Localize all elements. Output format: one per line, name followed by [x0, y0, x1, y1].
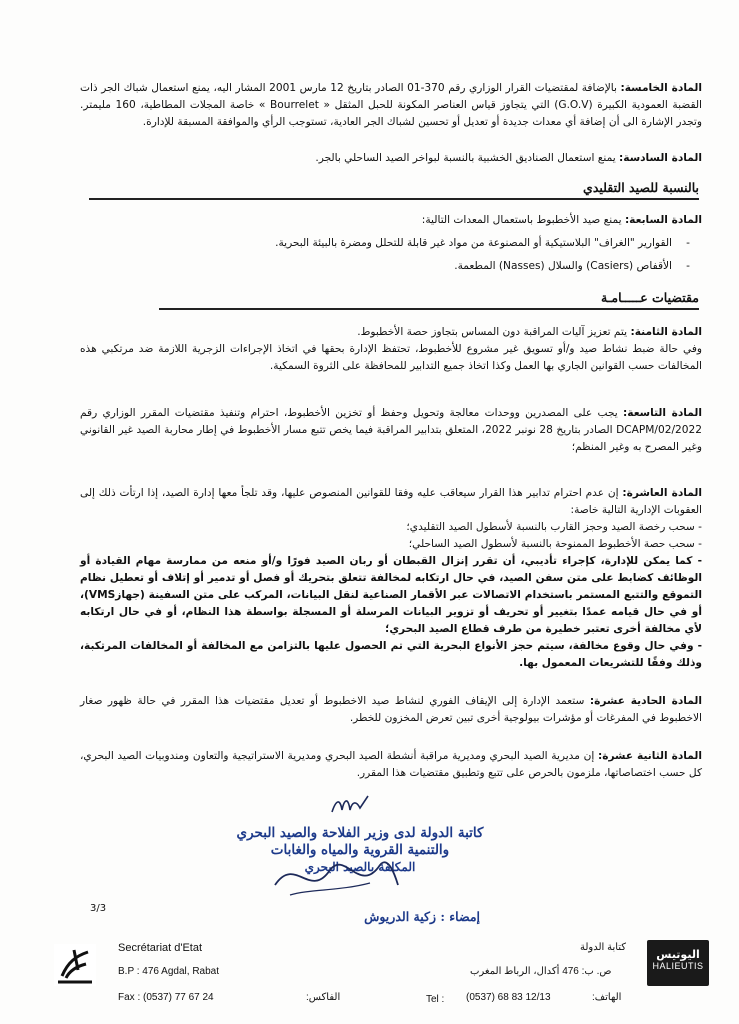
footer-entity-fr: Secrétariat d'Etat — [118, 942, 203, 954]
stamp-line-2: والتنمية القروية والمياه والغابات — [270, 842, 450, 858]
ministry-emblem-icon — [52, 942, 98, 988]
footer-address-fr: B.P : 476 Agdal, Rabat — [118, 966, 220, 977]
article-12-label: المادة الثانية عشرة: — [597, 750, 702, 762]
article-5-label: المادة الخامسة: — [620, 82, 703, 94]
article-7-label: المادة السابعة: — [624, 214, 702, 226]
article-8-text-2: وفي حالة ضبط نشاط صيد و/أو تسويق غير مشروع للأخطبوط، تحتفظ الإدارة بحقها في اتخاذ الإجراءات الزجرية اللازمة ضد مرتكبي هذه المخالفات حسب القوانين الجاري بها العمل وكذا اتخاذ جميع التدابير للمحافظة على الثروة السمكية. — [80, 343, 702, 372]
footer-address-ar: ص. ب: 476 أكدال، الرباط المغرب — [470, 966, 612, 977]
article-9-label: المادة التاسعة: — [623, 407, 702, 419]
footer-tel-value: (0537) 68 83 12/13 — [466, 992, 551, 1003]
article-11-label: المادة الحادية عشرة: — [589, 695, 702, 707]
article-10-text: إن عدم احترام تدابير هذا القرار سيعاقب عليه وفقا للقوانين المنصوص عليها، وقد تلجأ معها إدارة الصيد، إذا ارتأت ذلك إلى العقوبات الإدارية التالية خاصة: — [80, 487, 702, 516]
section-heading-general-text: مقتضيات عـــــامـة — [601, 290, 699, 305]
article-7 — [80, 212, 702, 275]
section-heading-general — [159, 290, 699, 310]
article-7-text: يمنع صيد الأخطبوط باستعمال المعدات التالية: — [421, 214, 622, 226]
footer-fax-ar: الفاكس: — [306, 992, 341, 1003]
stamp-line-1: كاتبة الدولة لدى وزير الفلاحة والصيد البحري — [236, 825, 484, 841]
stamp-line-3: المكلفة بالصيد البحري — [304, 860, 416, 874]
list-item: - سحب حصة الأخطبوط الممنوحة بالنسبة لأسطول الصيد الساحلي؛ — [408, 538, 702, 550]
article-10-bold-2: - وفي حال وقوع مخالفة، سيتم حجز الأنواع البحرية التي تم الحصول عليها بالتزامن مع المخالفة أو المخالفات المرتكبة، وذلك وفقًا للتشريعات المعمول بها. — [80, 640, 702, 669]
article-8 — [80, 324, 702, 375]
halieutis-logo-fr: HALIEUTIS — [652, 961, 704, 971]
signatory-name: إمضاء : زكية الدريوش — [364, 909, 480, 924]
article-8-label: المادة الثامنة: — [630, 326, 702, 338]
list-item: - سحب رخصة الصيد وحجز القارب بالنسبة لأسطول الصيد التقليدي؛ — [406, 521, 702, 533]
article-10-bold-1: - كما يمكن للإدارة، كإجراء تأديبي، أن تقرر إنزال القبطان أو ربان الصيد فورًا و/أو منعه من ممارسة مهام القيادة أو الوظائف كضابط على متن سفن الصيد، في حال ارتكابه لمخالفة تتعلق بتحريك أو فصل أو تدمير أو إتلاف أو تعطيل نظام التموقع والتتبع المستمر باستخدام الاتصالات عبر الأقمار الصناعية لنقل البيانات، المركب على متن السفينة (جهازVMS)، أو في حال قيامه عمدًا بتغيير أو تحريف أو تزوير البيانات المرسلة أو المسجلة بواسطة هذا النظام، أو في حال ارتكابه لأي مخالفة أخرى تعتبر خطيرة من طرف قطاع الصيد البحري؛ — [80, 555, 702, 635]
article-10 — [80, 485, 702, 672]
article-11-text: ستعمد الإدارة إلى الإيقاف الفوري لنشاط صيد الاخطبوط أو تعديل مقتضيات هذا المقرر في حالة ظهور صغار الاخطبوط في المفرغات أو مؤشرات بيولوجية أخرى تبين تعرض المخزون للخطر. — [80, 695, 702, 724]
article-6-text: يمنع استعمال الصناديق الخشبية بالنسبة لبواخر الصيد الساحلي بالجر. — [315, 152, 616, 164]
article-9-text: يجب على المصدرين ووحدات معالجة وتحويل وحفظ أو تخزين الأخطبوط، احترام وتنفيذ مقتضيات المقرر الوزاري رقم 2022/DCAPM/02 الصادر بتاريخ 28 نونبر 2022، المتعلق بتدابير المراقبة فيما يخص تتبع مسار الأخطبوط في إطار محاربة الصيد غير القانوني وغير المصرح به وغير المنظم؛ — [80, 407, 702, 453]
signature-stamp — [200, 825, 520, 925]
article-6 — [80, 150, 702, 167]
list-item: - القوارير "الغراف" البلاستيكية أو المصنوعة من مواد غير قابلة للتحلل ومضرة بالبيئة البحرية. — [80, 235, 672, 252]
signature-mark — [330, 792, 370, 818]
article-9 — [80, 405, 702, 456]
section-heading-artisanal — [89, 180, 699, 200]
list-item: - الأقفاص (Casiers) والسلال (Nasses) المطعمة. — [80, 258, 672, 275]
footer-fax-fr: Fax : (0537) 77 67 24 — [118, 992, 214, 1003]
footer-entity-ar: كتابة الدولة — [580, 942, 627, 953]
letterhead-footer — [0, 928, 739, 1024]
section-heading-artisanal-text: بالنسبة للصيد التقليدي — [583, 180, 699, 195]
article-11 — [80, 693, 702, 727]
halieutis-logo — [647, 940, 709, 986]
article-5 — [80, 80, 702, 131]
halieutis-logo-ar: اليوتيس — [656, 948, 700, 961]
footer-tel-label: Tel : — [426, 994, 445, 1005]
footer-phone-ar: الهاتف: — [592, 992, 622, 1003]
article-8-text: يتم تعزيز آليات المراقبة دون المساس بتجاوز حصة الأخطبوط. — [357, 326, 628, 338]
article-10-label: المادة العاشرة: — [622, 487, 702, 499]
handwritten-signature — [270, 845, 400, 905]
article-5-text: بالإضافة لمقتضيات القرار الوزاري رقم 370-01 الصادر بتاريخ 12 مارس 2001 المشار اليه، يمنع استعمال شباك الجر ذات القضبة العمودية الكبيرة (G.O.V) التي يتجاوز قياس العناصر المكونة للحبل المثقل « Bourrelet » خاصة المجلات المطاطية، 160 مليمتر. وتجدر الإشارة الى أن إضافة أي معدات جديدة أو تعديل أو تحسين لشباك الجر العادية، تستوجب الرأي والموافقة المسبقة للإدارة. — [80, 82, 703, 128]
article-6-label: المادة السادسة: — [619, 152, 702, 164]
article-12-text: إن مديرية الصيد البحري ومديرية مراقبة أنشطة الصيد البحري ومديرية الاستراتيجية والتعاون ومندوبيات الصيد البحري، كل حسب اختصاصاتها، ملزمون بالحرص على تتبع وتطبيق مقتضيات هذا المقرر. — [80, 750, 702, 779]
page-number: 3/3 — [90, 903, 107, 914]
article-12 — [80, 748, 702, 782]
